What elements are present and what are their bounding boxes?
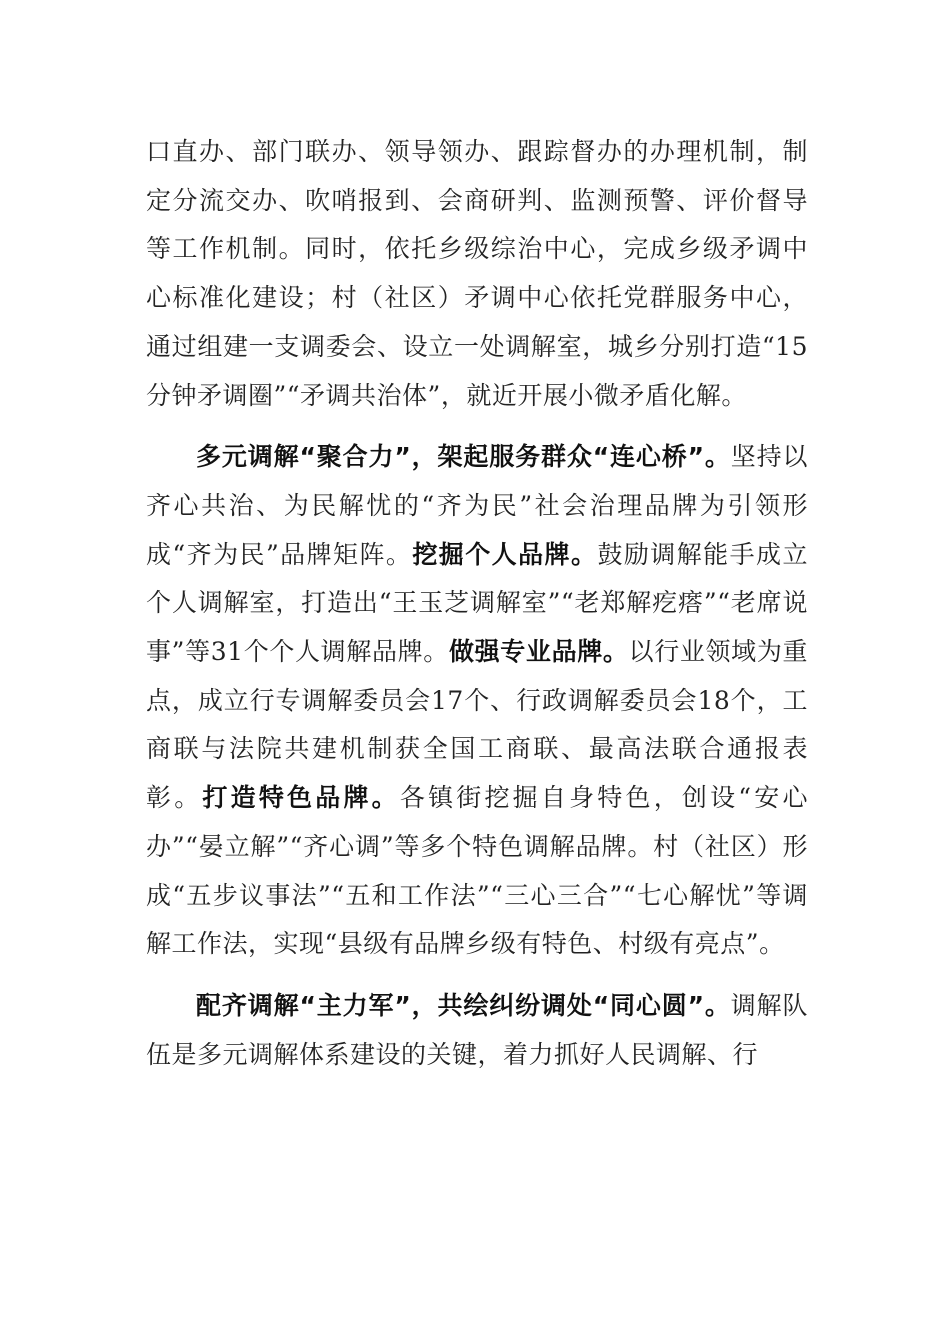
paragraph-2-text-2: 鼓励调解能手成立个人调解室，打造出“王玉芝调解室”“老郑解疙瘩”“老席说事”等31个个人调解品牌。 bbox=[146, 539, 808, 667]
subheading-professional-brand: 做强专业品牌。 bbox=[448, 637, 629, 667]
subheading-feature-brand: 打造特色品牌。 bbox=[202, 783, 400, 813]
paragraph-3-text-1: 调解队伍是多元调解体系建设的关键，着力抓好人民调解、行 bbox=[146, 990, 808, 1069]
document-page bbox=[146, 128, 808, 1092]
paragraph-2-text-4: 各镇街挖掘自身特色，创设“安心办”“晏立解”“齐心调”等多个特色调解品牌。村（社区）形成“五步议事法”“五和工作法”“三心三合”“七心解忧”等调解工作法，实现“县级有品牌乡级有特色、村级有亮点”。 bbox=[146, 783, 808, 959]
paragraph-1-text: 口直办、部门联办、领导领办、跟踪督办的办理机制，制定分流交办、吹哨报到、会商研判、监测预警、评价督导等工作机制。同时，依托乡级综治中心，完成乡级矛调中心标准化建设；村（社区）矛调中心依托党群服务中心，通过组建一支调委会、设立一处调解室，城乡分别打造“15分钟矛调圈”“矛调共治体”，就近开展小微矛盾化解。 bbox=[146, 137, 808, 410]
paragraph-2-text-3: 以行业领域为重点，成立行专调解委员会17个、行政调解委员会18个，工商联与法院共建机制获全国工商联、最高法联合通报表彰。 bbox=[146, 637, 808, 813]
paragraph-1 bbox=[146, 128, 808, 420]
paragraph-2-text-1: 坚持以齐心共治、为民解忧的“齐为民”社会治理品牌为引领形成“齐为民”品牌矩阵。 bbox=[146, 442, 808, 569]
subheading-personal-brand: 挖掘个人品牌。 bbox=[412, 539, 598, 569]
paragraph-3 bbox=[146, 982, 808, 1079]
section-heading-main-force: 配齐调解“主力军”，共绘纠纷调处“同心圆”。 bbox=[196, 990, 731, 1020]
paragraph-2 bbox=[146, 433, 808, 969]
section-heading-multi-mediation: 多元调解“聚合力”，架起服务群众“连心桥”。 bbox=[196, 442, 731, 472]
